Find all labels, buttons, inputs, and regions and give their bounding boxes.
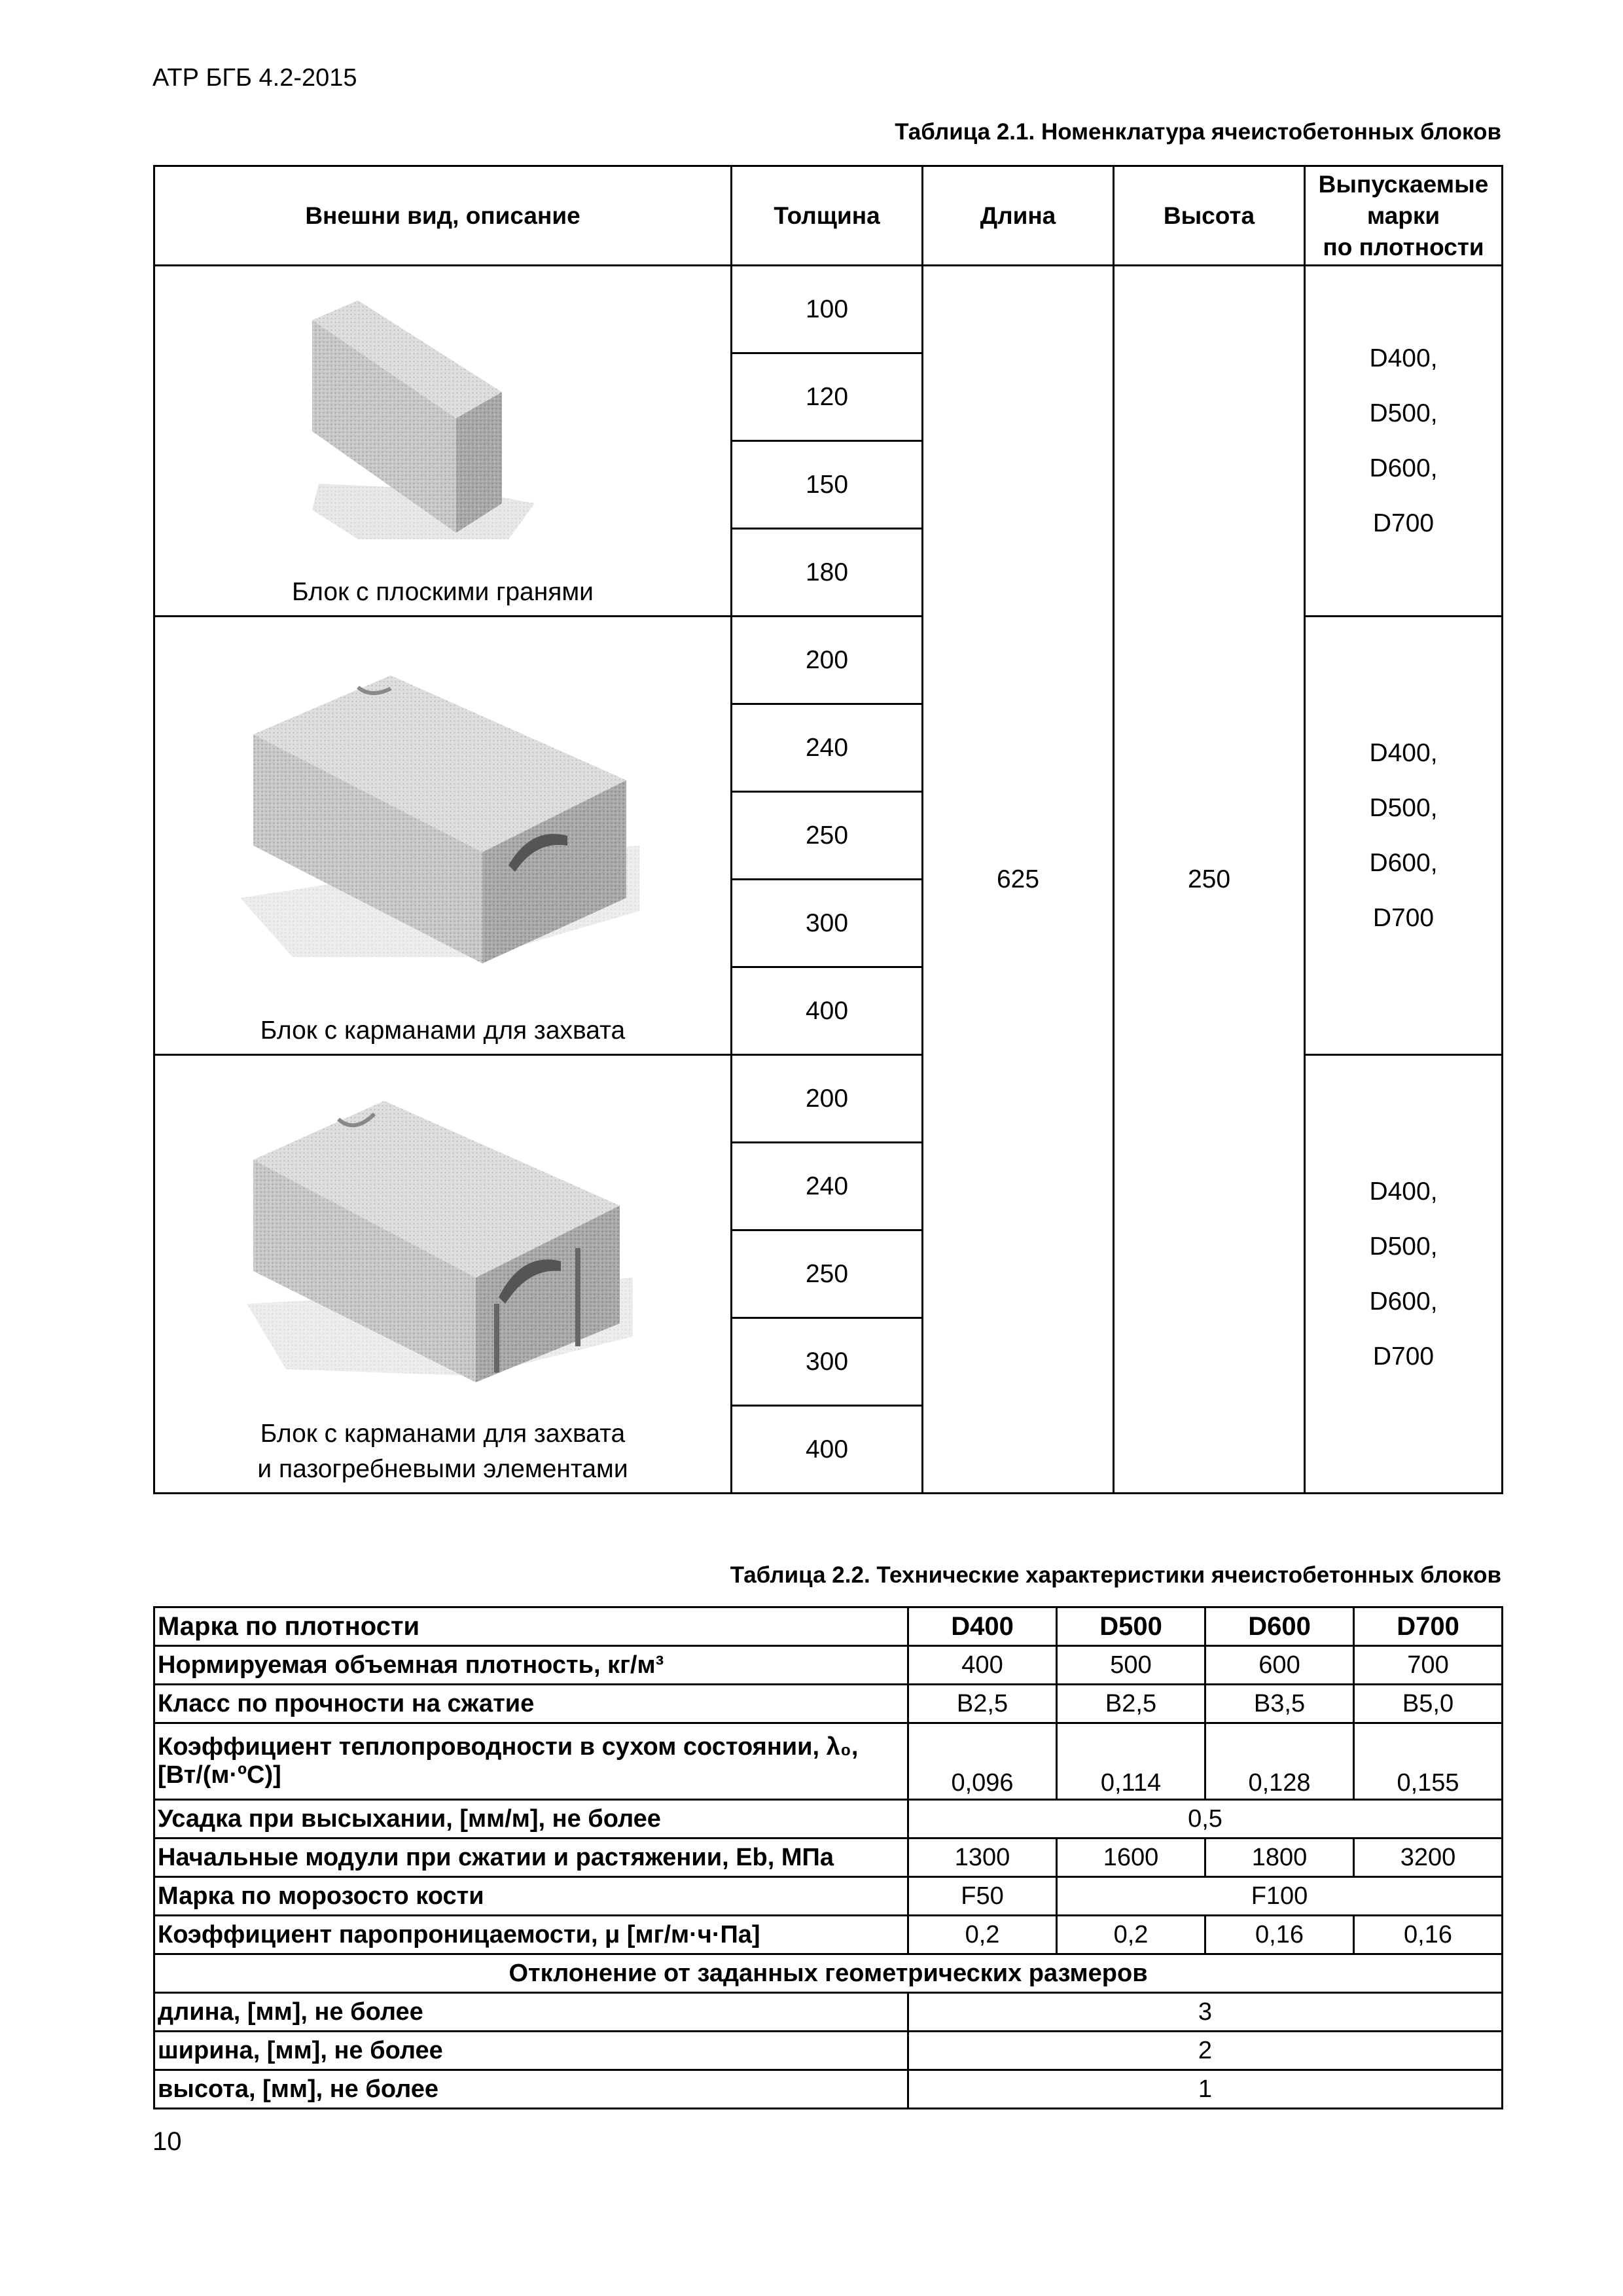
grade-item: D500, bbox=[1369, 399, 1438, 427]
value-cell: 0,128 bbox=[1205, 1723, 1354, 1800]
block-tongue-groove-cell bbox=[154, 1055, 732, 1494]
thickness-cell: 250 bbox=[732, 792, 923, 880]
row-label-vapor: Коэффициент паропроницаемости, μ [мг/м·ч·Па] bbox=[154, 1916, 908, 1954]
row-label-grade: Марка по плотности bbox=[154, 1607, 908, 1646]
block-pockets-label: Блок с карманами для захвата bbox=[260, 1016, 626, 1045]
value-cell: 400 bbox=[908, 1646, 1057, 1685]
table1-caption: Таблица 2.1. Номенклатура ячеистобетонных блоков bbox=[895, 119, 1501, 145]
value-cell: 0,096 bbox=[908, 1723, 1057, 1800]
height-cell: 250 bbox=[1114, 266, 1305, 1494]
thickness-cell: 250 bbox=[732, 1230, 923, 1318]
value-cell: F100 bbox=[1057, 1877, 1503, 1916]
grade-header: D500 bbox=[1057, 1607, 1205, 1646]
value-cell: B3,5 bbox=[1205, 1685, 1354, 1723]
document-code: АТР БГБ 4.2-2015 bbox=[152, 64, 357, 92]
thickness-cell: 200 bbox=[732, 617, 923, 704]
thickness-cell: 400 bbox=[732, 967, 923, 1055]
value-cell: 0,16 bbox=[1354, 1916, 1503, 1954]
grade-header: D600 bbox=[1205, 1607, 1354, 1646]
value-cell: 600 bbox=[1205, 1646, 1354, 1685]
thickness-cell: 300 bbox=[732, 880, 923, 967]
value-cell: 0,2 bbox=[1057, 1916, 1205, 1954]
row-label-conductivity bbox=[154, 1723, 908, 1800]
table1-nomenclature bbox=[153, 165, 1503, 1494]
col-header-thickness: Толщина bbox=[732, 166, 923, 266]
col-header-length: Длина bbox=[923, 166, 1114, 266]
grade-item: D400, bbox=[1369, 344, 1438, 372]
row-label-strength: Класс по прочности на сжатие bbox=[154, 1685, 908, 1723]
grades-header-line-2: марки bbox=[1366, 202, 1440, 229]
grade-item: D600, bbox=[1369, 848, 1438, 877]
value-cell: 700 bbox=[1354, 1646, 1503, 1685]
length-cell: 625 bbox=[923, 266, 1114, 1494]
row-label-length-deviation: длина, [мм], не более bbox=[154, 1993, 908, 2032]
col-header-appearance: Внешни вид, описание bbox=[154, 166, 732, 266]
value-cell: 2 bbox=[908, 2032, 1503, 2070]
value-cell: 0,114 bbox=[1057, 1723, 1205, 1800]
grade-item: D600, bbox=[1369, 1287, 1438, 1316]
value-cell: 1 bbox=[908, 2070, 1503, 2109]
value-cell: F50 bbox=[908, 1877, 1057, 1916]
value-cell: 0,5 bbox=[908, 1800, 1503, 1839]
value-cell: B2,5 bbox=[1057, 1685, 1205, 1723]
grade-item: D500, bbox=[1369, 793, 1438, 822]
block-pockets-image bbox=[155, 617, 730, 1008]
table2-caption: Таблица 2.2. Технические характеристики ячеистобетонных блоков bbox=[730, 1562, 1501, 1588]
col-header-height: Высота bbox=[1114, 166, 1305, 266]
grade-header: D700 bbox=[1354, 1607, 1503, 1646]
thickness-cell: 200 bbox=[732, 1055, 923, 1143]
page-number: 10 bbox=[152, 2127, 182, 2156]
block-tongue-groove-label bbox=[155, 1416, 730, 1487]
thickness-cell: 240 bbox=[732, 704, 923, 792]
block-flat-label: Блок с плоскими гранями bbox=[292, 578, 594, 606]
thickness-cell: 240 bbox=[732, 1143, 923, 1230]
block-flat-cell bbox=[154, 266, 732, 617]
value-cell: 3 bbox=[908, 1993, 1503, 2032]
value-cell: 0,155 bbox=[1354, 1723, 1503, 1800]
thickness-cell: 120 bbox=[732, 353, 923, 441]
thickness-cell: 150 bbox=[732, 441, 923, 529]
block-tongue-groove-image bbox=[155, 1056, 730, 1420]
value-cell: B2,5 bbox=[908, 1685, 1057, 1723]
grades-cell bbox=[1305, 617, 1503, 1055]
block-flat-image bbox=[155, 266, 730, 569]
deviation-section-title: Отклонение от заданных геометрических размеров bbox=[154, 1954, 1503, 1993]
col-header-grades bbox=[1305, 166, 1503, 266]
grade-item: D500, bbox=[1369, 1232, 1438, 1261]
grade-item: D700 bbox=[1372, 1342, 1435, 1371]
row-label-height-deviation: высота, [мм], не более bbox=[154, 2070, 908, 2109]
value-cell: 0,16 bbox=[1205, 1916, 1354, 1954]
value-cell: 1600 bbox=[1057, 1839, 1205, 1877]
table2-characteristics bbox=[153, 1606, 1503, 2109]
row-label-shrinkage: Усадка при высыхании, [мм/м], не более bbox=[154, 1800, 908, 1839]
grades-cell bbox=[1305, 1055, 1503, 1494]
grade-item: D700 bbox=[1372, 903, 1435, 932]
grade-header: D400 bbox=[908, 1607, 1057, 1646]
conductivity-label-line-2: [Вт/(м·ºС)] bbox=[158, 1761, 281, 1789]
thickness-cell: 400 bbox=[732, 1406, 923, 1494]
row-label-width-deviation: ширина, [мм], не более bbox=[154, 2032, 908, 2070]
value-cell: 1800 bbox=[1205, 1839, 1354, 1877]
grade-item: D400, bbox=[1369, 1177, 1438, 1206]
row-label-density: Нормируемая объемная плотность, кг/м³ bbox=[154, 1646, 908, 1685]
row-label-modulus: Начальные модули при сжатии и растяжении, Eb, МПа bbox=[154, 1839, 908, 1877]
grades-header-line-3: по плотности bbox=[1323, 233, 1484, 260]
row-label-frost: Марка по морозосто кости bbox=[154, 1877, 908, 1916]
grade-item: D400, bbox=[1369, 738, 1438, 767]
label-line-1: Блок с карманами для захвата bbox=[260, 1420, 626, 1448]
grade-item: D700 bbox=[1372, 509, 1435, 537]
grades-header-line-1: Выпускаемые bbox=[1318, 170, 1489, 198]
thickness-cell: 300 bbox=[732, 1318, 923, 1406]
thickness-cell: 180 bbox=[732, 529, 923, 617]
value-cell: 3200 bbox=[1354, 1839, 1503, 1877]
block-pockets-cell bbox=[154, 617, 732, 1055]
thickness-cell: 100 bbox=[732, 266, 923, 353]
grade-item: D600, bbox=[1369, 454, 1438, 482]
conductivity-label-line-1: Коэффициент теплопроводности в сухом состоянии, λ₀, bbox=[158, 1733, 859, 1761]
label-line-2: и пазогребневыми элементами bbox=[257, 1455, 628, 1483]
value-cell: 0,2 bbox=[908, 1916, 1057, 1954]
value-cell: 500 bbox=[1057, 1646, 1205, 1685]
grades-cell bbox=[1305, 266, 1503, 617]
value-cell: 1300 bbox=[908, 1839, 1057, 1877]
value-cell: B5,0 bbox=[1354, 1685, 1503, 1723]
